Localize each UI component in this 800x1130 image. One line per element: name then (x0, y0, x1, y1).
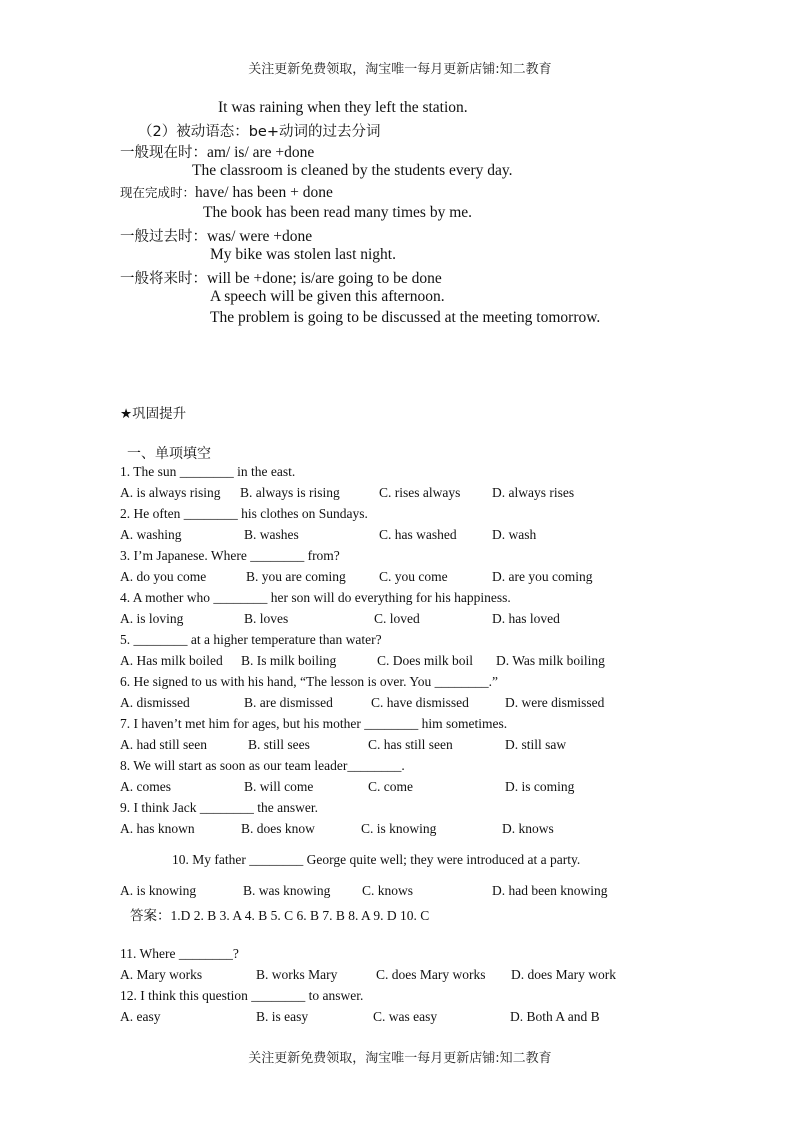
question-9-option-b: B. does know (241, 821, 315, 836)
question-10-stem: 10. My father ________ George quite well; they were introduced at a party. (172, 852, 581, 867)
question-1-option-b: B. always is rising (240, 485, 340, 500)
future-example-2: The problem is going to be discussed at the meeting tomorrow. (210, 309, 601, 326)
future-label: 一般将来时： (120, 271, 207, 287)
present-perfect-formula: have/ has been + done (195, 184, 333, 201)
answer-key: 答案：1.D 2. B 3. A 4. B 5. C 6. B 7. B 8. A 9. D 10. C (130, 908, 430, 923)
question-5-option-b: B. Is milk boiling (241, 653, 337, 668)
question-9-option-a: A. has known (120, 821, 195, 836)
past-simple-label: 一般过去时： (120, 229, 207, 245)
past-simple-formula: was/ were +done (207, 228, 313, 245)
question-11-option-a: A. Mary works (120, 967, 203, 982)
question-5-stem: 5. ________ at a higher temperature than water? (120, 632, 382, 647)
question-12-option-d: D. Both A and B (510, 1009, 600, 1024)
question-6-stem: 6. He signed to us with his hand, “The lesson is over. You ________.” (120, 674, 498, 689)
question-1-option-a: A. is always rising (120, 485, 221, 500)
question-8-option-d: D. is coming (505, 779, 575, 794)
question-9-stem: 9. I think Jack ________ the answer. (120, 800, 318, 815)
question-1-option-d: D. always rises (492, 485, 575, 500)
question-2-stem: 2. He often ________ his clothes on Sundays. (120, 506, 368, 521)
question-8-stem: 8. We will start as soon as our team leader________. (120, 758, 405, 773)
question-12-option-a: A. easy (120, 1009, 161, 1024)
question-11-stem: 11. Where ________? (120, 946, 239, 961)
present-simple-line (120, 141, 314, 162)
present-perfect-line (120, 183, 333, 202)
question-2-option-a: A. washing (120, 527, 182, 542)
question-11-option-b: B. works Mary (256, 967, 338, 982)
question-4-option-d: D. has loved (492, 611, 560, 626)
question-12-stem: 12. I think this question ________ to answer. (120, 988, 364, 1003)
question-4-option-a: A. is loving (120, 611, 184, 626)
question-3-option-a: A. do you come (120, 569, 207, 584)
question-6-option-d: D. were dismissed (505, 695, 605, 710)
past-simple-example: My bike was stolen last night. (210, 246, 396, 263)
question-1-stem: 1. The sun ________ in the east. (120, 464, 296, 479)
question-7-option-b: B. still sees (248, 737, 310, 752)
question-3-option-d: D. are you coming (492, 569, 593, 584)
question-8-option-c: C. come (368, 779, 413, 794)
present-simple-label: 一般现在时： (120, 145, 207, 161)
question-9-option-c: C. is knowing (361, 821, 437, 836)
page-footer: 关注更新免费领取，淘宝唯一每月更新店铺:知二教育 (248, 1051, 552, 1066)
passive-voice-heading: （2）被动语态：be+动词的过去分词 (138, 124, 381, 140)
past-simple-line (120, 225, 312, 246)
question-2-option-d: D. wash (492, 527, 537, 542)
future-formula: will be +done; is/are going to be done (207, 270, 442, 287)
present-simple-example: The classroom is cleaned by the students every day. (192, 162, 513, 179)
question-3-option-b: B. you are coming (246, 569, 346, 584)
question-4-stem: 4. A mother who ________ her son will do everything for his happiness. (120, 590, 511, 605)
past-continuous-example: It was raining when they left the station. (218, 99, 468, 116)
question-7-option-c: C. has still seen (368, 737, 453, 752)
part-title: 一、单项填空 (127, 446, 211, 462)
question-1-option-c: C. rises always (379, 485, 461, 500)
question-4-option-c: C. loved (374, 611, 420, 626)
question-9-option-d: D. knows (502, 821, 554, 836)
question-7-option-d: D. still saw (505, 737, 567, 752)
question-5-option-a: A. Has milk boiled (120, 653, 223, 668)
question-5-option-c: C. Does milk boil (377, 653, 474, 668)
question-12-option-b: B. is easy (256, 1009, 309, 1024)
present-simple-formula: am/ is/ are +done (207, 144, 315, 161)
question-3-stem: 3. I’m Japanese. Where ________ from? (120, 548, 340, 563)
question-8-option-b: B. will come (244, 779, 314, 794)
question-4-option-b: B. loves (244, 611, 289, 626)
question-5-option-d: D. Was milk boiling (496, 653, 605, 668)
question-7-stem: 7. I haven’t met him for ages, but his mother ________ him sometimes. (120, 716, 508, 731)
question-6-option-a: A. dismissed (120, 695, 190, 710)
question-8-option-a: A. comes (120, 779, 171, 794)
question-11-option-d: D. does Mary work (511, 967, 616, 982)
question-6-option-c: C. have dismissed (371, 695, 469, 710)
page-header: 关注更新免费领取，淘宝唯一每月更新店铺:知二教育 (248, 62, 552, 77)
question-2-option-c: C. has washed (379, 527, 457, 542)
section-title: ★巩固提升 (120, 406, 187, 422)
question-10-option-c: C. knows (362, 883, 414, 898)
present-perfect-example: The book has been read many times by me. (203, 204, 473, 221)
future-example-1: A speech will be given this afternoon. (210, 288, 445, 305)
question-11-option-c: C. does Mary works (376, 967, 486, 982)
question-3-option-c: C. you come (379, 569, 448, 584)
question-10-option-b: B. was knowing (243, 883, 331, 898)
question-7-option-a: A. had still seen (120, 737, 207, 752)
question-10-option-a: A. is knowing (120, 883, 197, 898)
present-perfect-label: 现在完成时： (120, 185, 196, 200)
question-6-option-b: B. are dismissed (244, 695, 333, 710)
question-10-option-d: D. had been knowing (492, 883, 608, 898)
question-12-option-c: C. was easy (373, 1009, 438, 1024)
question-2-option-b: B. washes (244, 527, 299, 542)
future-line (120, 267, 442, 288)
